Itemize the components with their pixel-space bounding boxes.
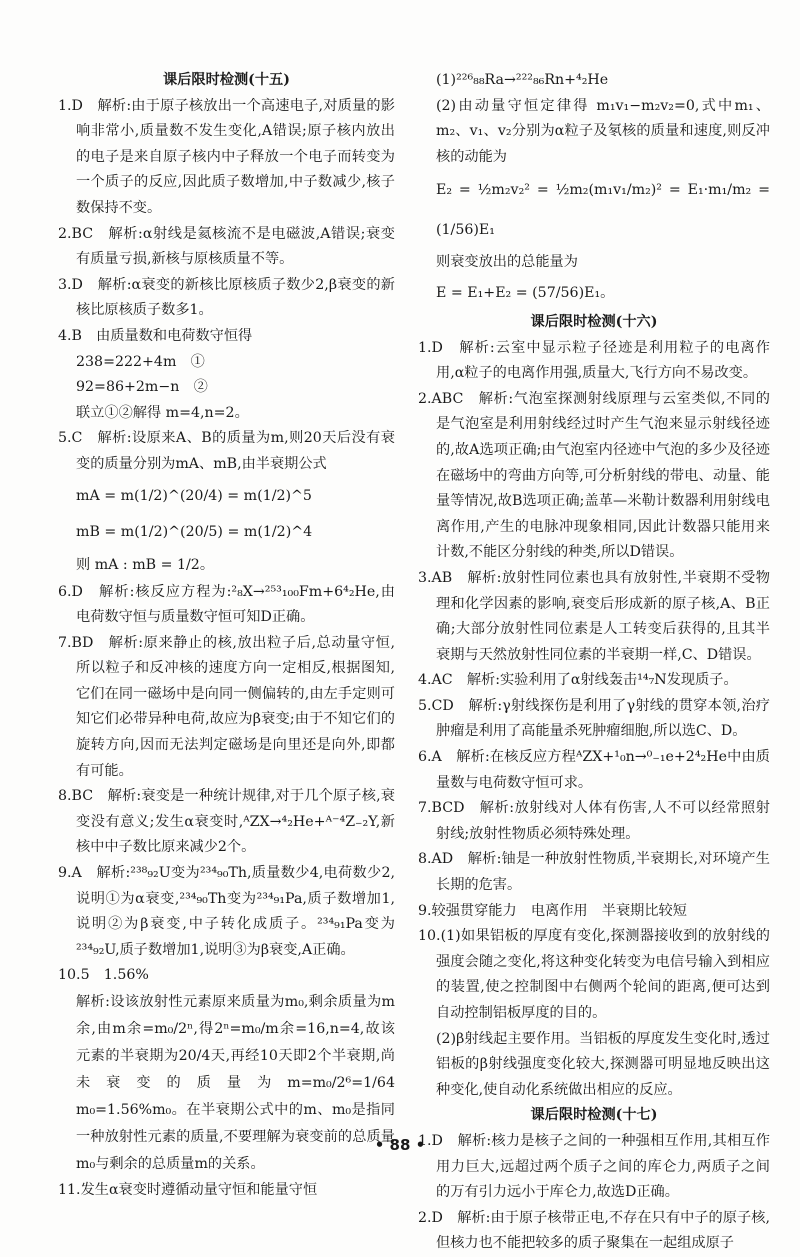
- answer-item: 10.5 1.56%: [58, 967, 149, 984]
- answer-item: 4.AC 解析:实验利用了α射线轰击¹⁴₇N发现质子。: [418, 672, 738, 689]
- equation: 则 mA : mB = 1/2。: [76, 556, 215, 573]
- answer-item: 1.D 解析:由于原子核放出一个高速电子,对质量的影响非常小,质量数不发生变化,A错误;原子核内放出的电子是来自原子核内中子释放一个电子而转变为一个质子的反应,因此质子数增加,中子数减少,核子数保持不变。: [58, 97, 395, 216]
- answer-item: 10.(1)如果铝板的厚度有变化,探测器接收到的放射线的强度会随之变化,将这种变化转变为电信号输入到相应的装置,使之控制图中右侧两个轮间的距离,便可达到自动控制铝板厚度的目的。: [418, 928, 770, 1021]
- equation: E = E₁+E₂ = (57/56)E₁。: [436, 284, 615, 301]
- equation: (1)²²⁶₈₈Ra→²²²₈₆Rn+⁴₂He: [436, 72, 609, 88]
- equation: 238=222+4m ①: [76, 353, 205, 370]
- answer-item: 7.BD 解析:原来静止的核,放出粒子后,总动量守恒,所以粒子和反冲核的速度方向一定相反,根据图知,它们在同一磁场中是向同一侧偏转的,由左手定则可知它们必带异种电荷,故应为β衰变;由于不知它们的旋转方向,因而无法判定磁场是向里还是向外,即都有可能。: [58, 634, 395, 779]
- answer-item: 1.D 解析:云室中显示粒子径迹是利用粒子的电离作用,α粒子的电离作用强,质量大,飞行方向不易改变。: [418, 339, 770, 382]
- section-title-15: 课后限时检测(十五): [163, 72, 290, 88]
- answer-item: 6.D 解析:核反应方程为:²₈X→²⁵³₁₀₀Fm+6⁴₂He,由电荷数守恒与质量数守恒可知D正确。: [58, 583, 395, 626]
- answer-explanation: 解析:设该放射性元素原来质量为m₀,剩余质量为m余,由m余=m₀/2ⁿ,得2ⁿ=m₀/m余=16,n=4,故该元素的半衰期为20/4天,再经10天即2个半衰期,尚未衰变的质量为m=m₀/2⁶=1/64 m₀=1.56%m₀。在半衰期公式中的m、m₀是指同一种放射性元素的质量,不要理解为衰变前的总质量m₀与剩余的总质量m的关系。: [76, 994, 395, 1172]
- equation: E₂ = ½m₂v₂² = ½m₂(m₁v₁/m₂)² = E₁·m₁/m₂ = (1/56)E₁: [436, 182, 770, 239]
- answer-item: 8.BC 解析:衰变是一种统计规律,对于几个原子核,衰变没有意义;发生α衰变时,ᴬZX→⁴₂He+ᴬ⁻⁴Z₋₂Y,新核中中子数比原来减少2个。: [58, 788, 395, 856]
- equation: 联立①②解得 m=4,n=2。: [76, 404, 249, 421]
- answer-item: 6.A 解析:在核反应方程ᴬZX+¹₀n→⁰₋₁e+2⁴₂He中由质量数与电荷数守恒可求。: [418, 749, 770, 791]
- equation: 92=86+2m−n ②: [76, 379, 208, 396]
- equation: mA = m(1/2)^(20/4) = m(1/2)^5: [76, 487, 312, 504]
- answer-item: 4.B 由质量数和电荷数守恒得: [58, 327, 253, 344]
- answer-item: 9.较强贯穿能力 电离作用 半衰期比较短: [418, 902, 687, 919]
- answer-explanation: (2)由动量守恒定律得 m₁v₁−m₂v₂=0,式中m₁、m₂、v₁、v₂分别为α粒子及氡核的质量和速度,则反冲核的动能为: [436, 97, 770, 165]
- section-title-17: 课后限时检测(十七): [530, 1107, 658, 1124]
- answer-item: 5.CD 解析:γ射线探伤是利用了γ射线的贯穿本领,治疗肿瘤是利用了高能量杀死肿瘤细胞,所以选C、D。: [418, 697, 770, 740]
- section-title-16: 课后限时检测(十六): [530, 313, 658, 330]
- page-number: • 88 •: [374, 1136, 426, 1154]
- answer-item: 8.AD 解析:铀是一种放射性物质,半衰期长,对环境产生长期的危害。: [418, 851, 770, 894]
- answer-item: 11.发生α衰变时遵循动量守恒和能量守恒: [58, 1182, 318, 1198]
- right-column: [418, 68, 770, 1257]
- equation: mB = m(1/2)^(20/5) = m(1/2)^4: [76, 523, 313, 540]
- answer-item: 1.D 解析:核力是核子之间的一种强相互作用,其相互作用力巨大,远超过两个质子之间的库仑力,两质子之间的万有引力远小于库仑力,故选D正确。: [418, 1132, 770, 1201]
- answer-item: 3.AB 解析:放射性同位素也具有放射性,半衰期不受物理和化学因素的影响,衰变后形成新的原子核,A、B正确;大部分放射性同位素是人工转变后获得的,且其半衰期与天然放射性同位素的半衰期一样,C、D错误。: [418, 569, 770, 663]
- answer-item: 2.ABC 解析:气泡室探测射线原理与云室类似,不同的是气泡室是利用射线经过时产生气泡来显示射线径迹的,故A选项正确;由气泡室内径迹中气泡的多少及径迹在磁场中的弯曲方向等,可分析射线的带电、动量、能量等情况,故B选项正确;盖革—米勒计数器利用射线电离作用,产生的电脉冲现象相同,因此计数器只能用来计数,不能区分射线的种类,所以D错误。: [418, 390, 770, 561]
- answer-item: 3.D 解析:α衰变的新核比原核质子数少2,β衰变的新核比原核质子数多1。: [58, 276, 395, 319]
- answer-item: 7.BCD 解析:放射线对人体有伤害,人不可以经常照射射线;放射性物质必须特殊处理。: [418, 800, 770, 842]
- left-column: [58, 68, 395, 1204]
- answer-item: 2.BC 解析:α射线是氦核流不是电磁波,A错误;衰变有质量亏损,新核与原核质量不等。: [58, 225, 395, 268]
- answer-item: 9.A 解析:²³⁸₉₂U变为²³⁴₉₀Th,质量数少4,电荷数少2,说明①为α衰变,²³⁴₉₀Th变为²³⁴₉₁Pa,质子数增加1,说明②为β衰变,中子转化成质子。²³⁴₉₁Pa变为²³⁴₉₂U,质子数增加1,说明③为β衰变,A正确。: [58, 865, 395, 958]
- answer-item: 5.C 解析:设原来A、B的质量为m,则20天后没有衰变的质量分别为mA、mB,由半衰期公式: [58, 430, 395, 472]
- answer-explanation: 则衰变放出的总能量为: [436, 254, 578, 271]
- answer-explanation: (2)β射线起主要作用。当铝板的厚度发生变化时,透过铝板的β射线强度变化较大,探测器可明显地反映出这种变化,使自动化系统做出相应的反应。: [436, 1030, 770, 1098]
- answer-item: 2.D 解析:由于原子核带正电,不存在只有中子的原子核,但核力也不能把较多的质子聚集在一起组成原子: [418, 1209, 770, 1252]
